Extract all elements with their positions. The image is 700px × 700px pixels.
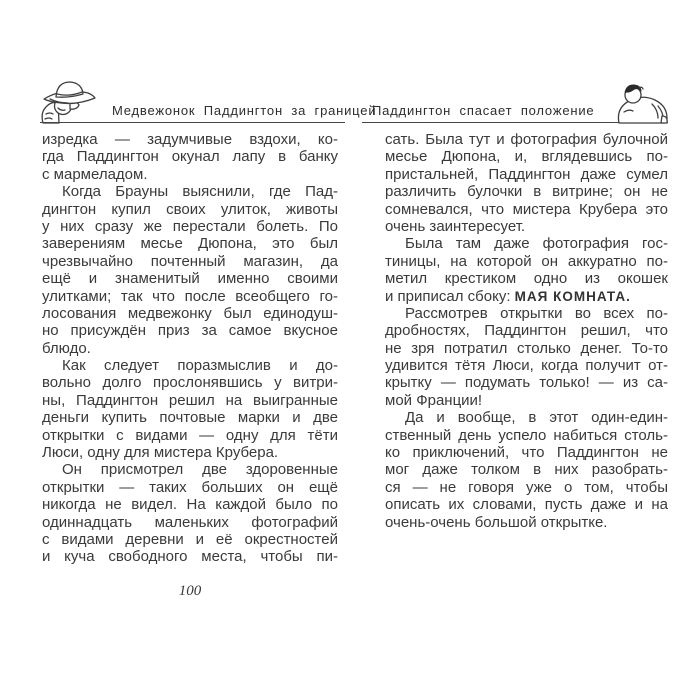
bear-in-hat-icon [36, 78, 104, 125]
text-line: описать их словами, пусть даже и на [385, 496, 668, 514]
text-line: дингтон купил своих улиток, животы [42, 200, 338, 218]
text-line: деньги купить почтовые марки и две [42, 409, 338, 427]
text-line: ся — не говоря уже о том, чтобы [385, 478, 668, 496]
text-line: и куча свободного места, чтобы пи- [42, 548, 338, 566]
text-line: очень-очень большой открытке. [385, 513, 608, 531]
text-line: Люси, одну для мистера Крубера. [42, 444, 279, 462]
text-column-right [385, 131, 668, 531]
running-head-left: Медвежонок Паддингтон за границей [112, 103, 377, 118]
header-rule-left [40, 122, 345, 123]
sitting-bear-icon [612, 82, 672, 125]
text-line: ственный день успело набиться столь- [385, 426, 668, 444]
text-line: с видами деревни и её окрестностей [42, 530, 338, 548]
page-number: 100 [178, 583, 202, 599]
text-line: у них сразу же перестали болеть. По [42, 217, 338, 235]
text-line: блюдо. [42, 339, 91, 357]
text-line: тиницы, на которой он аккуратно по- [385, 252, 668, 270]
text-line: мой Франции! [385, 391, 483, 409]
text-line: ны, Паддингтон решил на выигранные [42, 391, 338, 409]
text-line: месье Дюпона, и, вглядевшись по- [385, 148, 668, 166]
text-line: различить булочки в витрине; он не [385, 183, 668, 201]
text-line: чрезвычайно почтенный магазин, да [42, 252, 338, 270]
text-line: не зря потратил столько денег. То-то [385, 339, 668, 357]
text-line: Как следует поразмыслив и до- [62, 357, 338, 375]
text-line: метил крестиком одно из окошек [385, 270, 668, 288]
text-line: с мармеладом. [42, 165, 148, 183]
text-line: крытку — подумать только! — из са- [385, 374, 668, 392]
text-line: открытки — таких больших он ещё [42, 478, 338, 496]
text-line: Он присмотрел две здоровенные [62, 461, 338, 479]
text-line: улитками; так что после всеобщего го- [42, 287, 338, 305]
text-line: и приписал сбоку: МАЯ КОМНАТА. [385, 287, 631, 305]
text-line: Была там даже фотография гос- [405, 235, 668, 253]
text-line: пристальней, Паддингтон даже сумел [385, 165, 668, 183]
text-line: лосования медвежонку был единодуш- [42, 304, 338, 322]
text-line: вольно долго прослонявшись у витри- [42, 374, 338, 392]
text-line: заверениям месье Дюпона, это был [42, 235, 338, 253]
text-line: никогда не видел. На каждой было по [42, 496, 338, 514]
text-line: ещё и знаменитый именно своими [42, 270, 338, 288]
text-line: дробностях, Паддингтон решил, что [385, 322, 668, 340]
text-line: мог даже толком в них разобрать- [385, 461, 668, 479]
running-head-right: Паддингтон спасает положение [372, 103, 595, 118]
text-line: сомневался, что мистера Крубера это [385, 200, 668, 218]
text-line: ко приключений, что Паддингтон не [385, 444, 668, 462]
text-line: очень заинтересует. [385, 217, 526, 235]
text-line: сать. Была тут и фотография булочной [385, 131, 668, 148]
text-line: но присуждён приз за самое вкусное [42, 322, 338, 340]
text-line: удивится тётя Люси, когда получит от- [385, 357, 668, 375]
text-line: изредка — задумчивые вздохи, ко- [42, 131, 338, 148]
text-line: Да и вообще, в этот один-един- [405, 409, 668, 427]
text-line: одиннадцать маленьких фотографий [42, 513, 338, 531]
text-line: открытки с видами — одну для тёти [42, 426, 338, 444]
text-column-left [42, 131, 338, 566]
text-line: гда Паддингтон окунал лапу в банку [42, 148, 338, 166]
text-line: Рассмотрев открытки во всех по- [405, 304, 668, 322]
text-line: Когда Брауны выяснили, где Пад- [62, 183, 338, 201]
handwritten-caption: МАЯ КОМНАТА. [514, 288, 631, 304]
